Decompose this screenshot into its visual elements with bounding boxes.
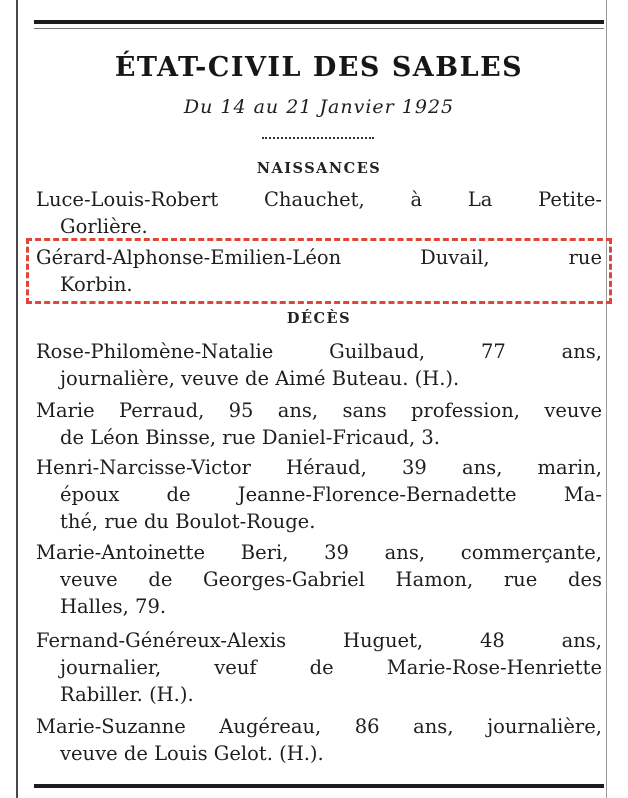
death-entry-2	[36, 397, 602, 451]
death-entry-4	[36, 539, 602, 620]
top-thick-rule	[34, 20, 604, 24]
bottom-thick-rule	[34, 784, 604, 788]
entry-line: Halles, 79.	[60, 595, 167, 618]
entry-line: Fernand-Généreux-Alexis Huguet, 48 ans,	[36, 629, 602, 652]
entry-line: Korbin.	[60, 273, 133, 296]
left-column-rule	[16, 0, 18, 798]
entry-line: Gorlière.	[60, 215, 148, 238]
page-title: ÉTAT-CIVIL DES SABLES	[114, 52, 524, 83]
death-entry-3	[36, 454, 602, 535]
entry-line: de Léon Binsse, rue Daniel-Fricaud, 3.	[60, 426, 441, 449]
entry-line: Marie-Antoinette Beri, 39 ans, commerçante,	[36, 541, 602, 564]
birth-entry-1	[36, 186, 602, 240]
death-entry-1	[36, 338, 602, 392]
entry-line: journalière, veuve de Aimé Buteau. (H.).	[60, 367, 460, 390]
death-entry-5	[36, 627, 602, 708]
entry-line: Rabiller. (H.).	[60, 683, 194, 706]
entry-line: Luce-Louis-Robert Chauchet, à La Petite-	[36, 188, 602, 211]
entry-line: Marie Perraud, 95 ans, sans profession, veuve	[36, 399, 602, 422]
title-separator	[262, 137, 374, 140]
entry-line: veuve de Louis Gelot. (H.).	[60, 742, 324, 765]
entry-line: journalier, veuf de Marie-Rose-Henriette	[60, 656, 602, 679]
entry-line: veuve de Georges-Gabriel Hamon, rue des	[60, 568, 602, 591]
entry-line: thé, rue du Boulot-Rouge.	[60, 510, 316, 533]
entry-line: époux de Jeanne-Florence-Bernadette Ma-	[60, 483, 602, 506]
right-column-rule	[606, 0, 607, 798]
entry-line: Henri-Narcisse-Victor Héraud, 39 ans, marin,	[36, 456, 602, 479]
entry-line: Marie-Suzanne Augéreau, 86 ans, journalière,	[36, 715, 602, 738]
deaths-heading: DÉCÈS	[286, 310, 352, 327]
entry-line: Gérard-Alphonse-Emilien-Léon Duvail, rue	[36, 246, 602, 269]
entry-line: Rose-Philomène-Natalie Guilbaud, 77 ans,	[36, 340, 602, 363]
date-range-subtitle: Du 14 au 21 Janvier 1925	[183, 96, 455, 118]
highlight-box	[26, 238, 612, 304]
births-heading: NAISSANCES	[256, 160, 382, 177]
top-thin-rule	[34, 28, 604, 29]
death-entry-6	[36, 713, 602, 767]
